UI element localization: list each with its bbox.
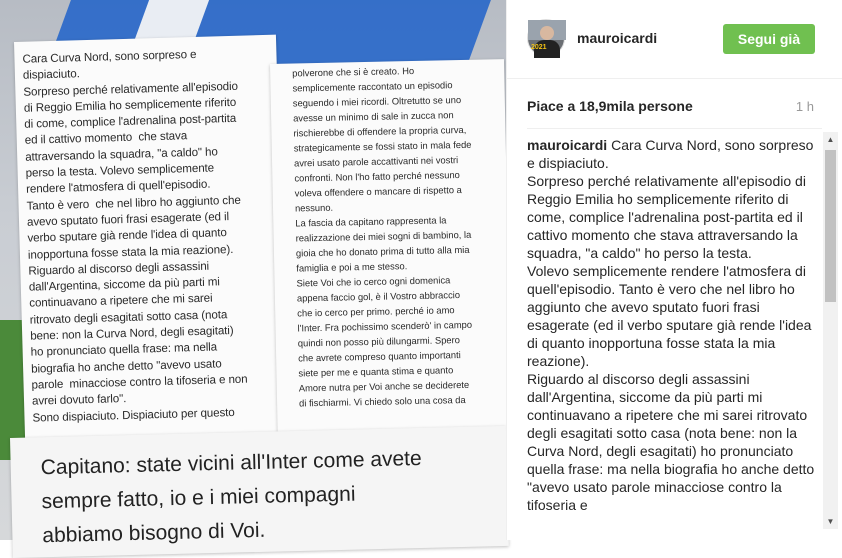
scroll-thumb[interactable] <box>825 150 836 302</box>
avatar[interactable] <box>527 19 565 57</box>
follow-button[interactable]: Segui già <box>723 24 815 54</box>
statement-text-bottom: Capitano: state vicini all'Inter come avete sempre fatto, io e i miei compagni abbiamo bisogno di Voi. <box>40 446 422 548</box>
avatar-badge: 2021 <box>531 44 547 51</box>
scroll-up-icon[interactable]: ▲ <box>826 135 835 144</box>
statement-note-left <box>14 35 287 450</box>
caption-text: Cara Curva Nord, sono sorpreso e dispiaciuto. Sorpreso perché relativamente all'episodio di Reggio Emilia ho semplicemente riferito di come, complice l'adrenalina post-partita ed il cattivo momento che stava attraversando la squadra, "a caldo" ho perso la testa. Volevo semplicemente rendere l'atmosfera di quell'episodio. Tanto è vero che nel libro ho aggiunto che avevo sputato fuori frasi esagerate (ed il verbo sputare già rende l'idea di quanto inopportuna fosse stata la mia reazione). Riguardo al discorso degli assassini dall'Argentina, siccome da più parti mi continuavano a ripetere che mi sarei ritrovato degli esagitati sotto casa (nota bene: non la Curva Nord, degli esagitati) ho pronunciato quella frase: ma nella biografia ho anche detto "avevo usato parole minacciose contro la tifoseria e <box>527 137 815 513</box>
caption <box>527 136 817 530</box>
divider <box>527 128 822 129</box>
statement-text-left: Cara Curva Nord, sono sorpreso e dispiaciuto. Sorpreso perché relativamente all'episodio di Reggio Emilia ho semplicemente riferito di come, complice l'adrenalina post-partita ed il cattivo momento che stava attraversando la squadra, "a caldo" ho perso la testa. Volevo semplicemente rendere l'atmosfera di quell'episodio. Tanto è vero che nel libro ho aggiunto che avevo sputato fuori frasi esagerate (ed il verbo sputare già rende l'idea di quanto inopportuna fosse stata la mia reazione). Riguardo al discorso degli assassini dall'Argentina, siccome da più parti mi continuavano a ripetere che mi sarei ritrovato degli esagitati sotto casa (nota bene: non la Curva Nord, degli esagitati) ho pronunciato quella frase: ma nella biografia ho anche detto "avevo usato parole minacciose contro la tifoseria e non avrei dovuto farlo". Sono dispiaciuto. Dispiaciuto per questo <box>22 47 248 425</box>
statement-note-right <box>270 59 512 444</box>
caption-username-link[interactable]: mauroicardi <box>527 137 608 153</box>
caption-scrollbar[interactable] <box>823 132 838 529</box>
post-sidebar <box>506 0 842 540</box>
scroll-down-icon[interactable]: ▼ <box>826 517 835 526</box>
likes-count[interactable]: Piace a 18,9mila persone <box>527 98 693 114</box>
username-link[interactable]: mauroicardi <box>577 30 658 46</box>
post-header <box>507 0 842 79</box>
post-time[interactable]: 1 h <box>795 99 814 114</box>
statement-text-right: polverone che si è creato. Ho semplicemente raccontato un episodio seguendo i miei ricordi. Oltretutto se uno avesse un minimo di sale in zucca non rischierebbe di offendere la propria curva, strategicamente se fossi stato in mala fede avrei usato parole accattivanti nei vostri confronti. Non l'ho fatto perché nessuno voleva offendere o mancare di rispetto a nessuno. La fascia da capitano rappresenta la realizzazione dei miei sogni di bambino, la gioia che ho donato prima di tutto alla mia famiglia e poi a me stesso. Siete Voi che io cerco ogni domenica appena faccio gol, è il Vostro abbraccio che io cerco per primo. perché io amo l'Inter. Fra pochissimo scenderò' in campo quindi non posso più dilungarmi. Spero che avrete compreso quanto importanti siete per me e quanta stima e quanto Amore nutra per Voi anche se deciderete di fischiarmi. Vi chiedo solo una cosa da <box>292 64 473 409</box>
statement-note-bottom <box>10 426 509 558</box>
